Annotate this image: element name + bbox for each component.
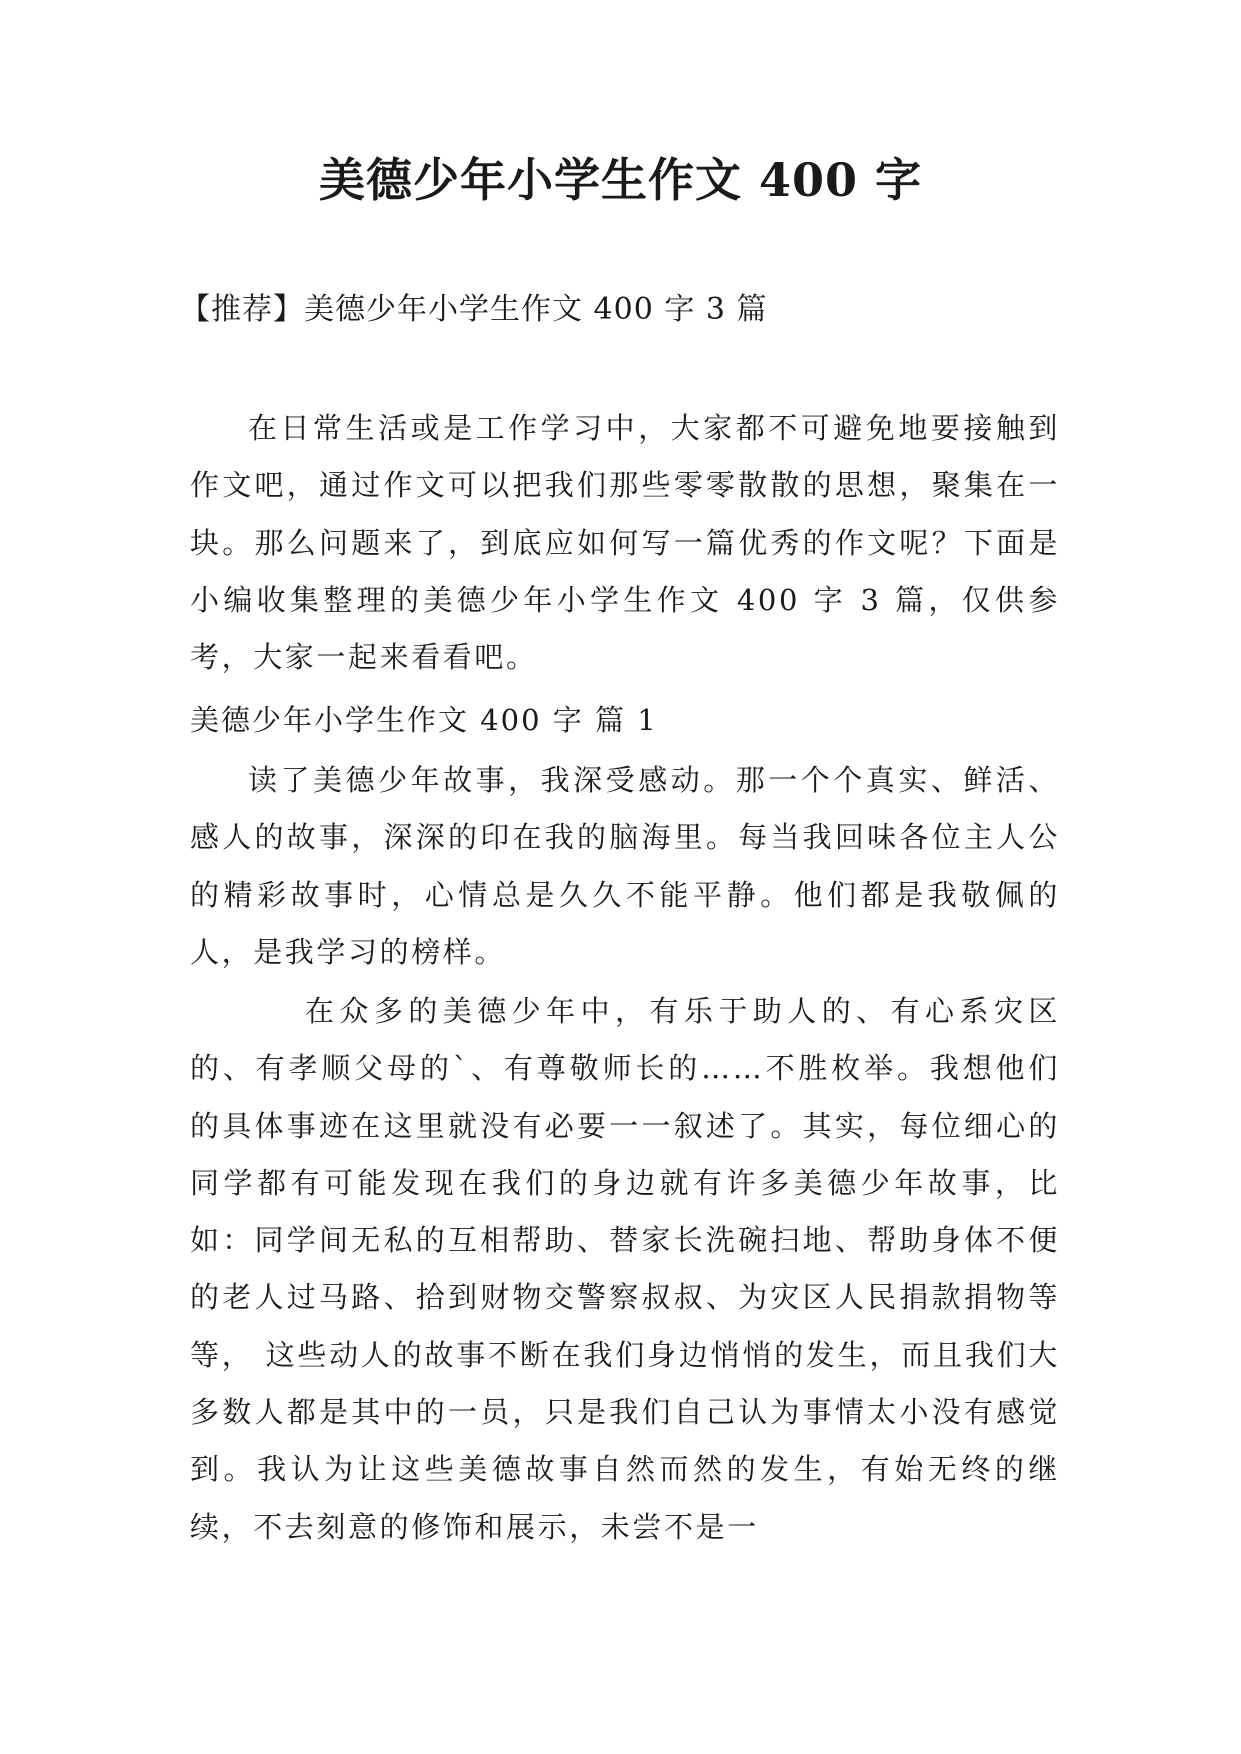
section-heading: 美德少年小学生作文 400 字 篇 1 [190,703,658,737]
body-paragraph-1: 读了美德少年故事，我深受感动。那一个个真实、鲜活、感人的故事，深深的印在我的脑海里。每当我回味各位主人公的精彩故事时，心情总是久久不能平静。他们都是我敬佩的人，是我学习的榜样。 [190,763,1060,969]
document-title: 美德少年小学生作文 400 字 [318,153,923,207]
document-subtitle: 【推荐】美德少年小学生作文 400 字 3 篇 [180,292,768,327]
body-paragraph-2: 在众多的美德少年中，有乐于助人的、有心系灾区的、有孝顺父母的`、有尊敬师长的……不胜枚举。我想他们的具体事迹在这里就没有必要一一叙述了。其实，每位细心的同学都有可能发现在我们的身边就有许多美德少年故事，比如：同学间无私的互相帮助、替家长洗碗扫地、帮助身体不便的老人过马路、拾到财物交警察叔叔、为灾区人民捐款捐物等等， 这些动人的故事不断在我们身边悄悄的发生，而且我们大多数人都是其中的一员，只是我们自己认为事情太小没有感觉到。我认为让这些美德故事自然而然的发生，有始无终的继续，不去刻意的修饰和展示，未尝不是一 [190,994,1060,1544]
intro-paragraph: 在日常生活或是工作学习中，大家都不可避免地要接触到作文吧，通过作文可以把我们那些零零散散的思想，聚集在一块。那么问题来了，到底应如何写一篇优秀的作文呢？下面是小编收集整理的美德少年小学生作文 400 字 3 篇，仅供参考，大家一起来看看吧。 [190,411,1060,675]
